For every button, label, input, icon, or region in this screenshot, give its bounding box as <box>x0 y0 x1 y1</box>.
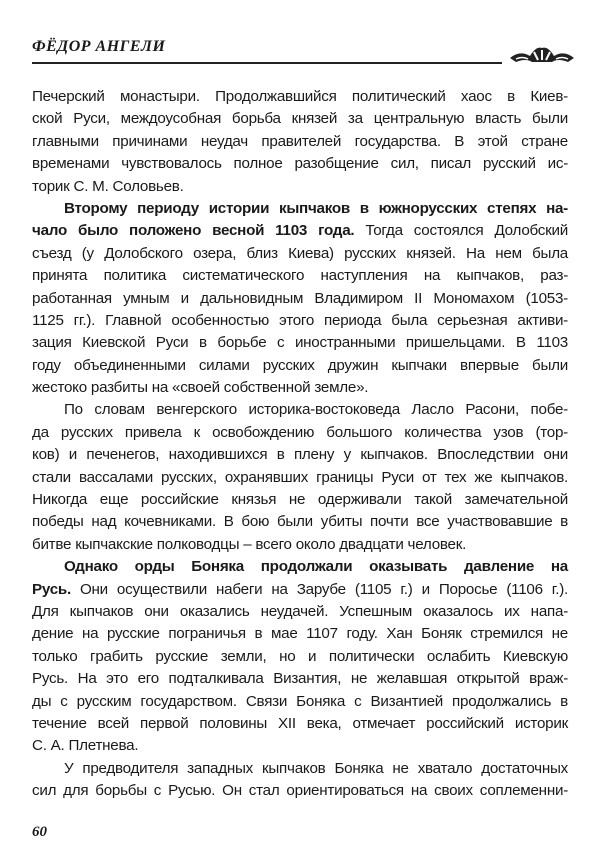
text-segment: съезд (у Долобского озера, близ Киева) русских князей. На нем была <box>32 244 568 262</box>
text-segment: стали вассалами русских, охранявших границы Руси от тех же кыпчаков. <box>32 468 568 486</box>
text-segment: зация Киевской Руси в борьбе с иностранными пришельцами. В 1103 <box>32 334 568 352</box>
text-line <box>32 288 568 310</box>
body-text <box>32 86 568 803</box>
text-segment: временами чувствовалось полное разобщение сил, писал русский ис- <box>32 155 568 173</box>
text-line <box>32 377 568 399</box>
text-segment: торик С. М. Соловьев. <box>32 177 184 195</box>
bold-text: Русь. <box>32 580 71 598</box>
text-segment: Никогда еще российские князья не одерживали такой замечательной <box>32 491 568 509</box>
text-line <box>32 623 568 645</box>
bold-text: Однако орды Боняка продолжали оказывать давление на <box>64 558 568 576</box>
text-segment: году объединенными силами русских дружин кыпчаки впервые были <box>32 356 568 374</box>
text-segment: дение на русские пограничья в мае 1107 году. Хан Боняк стремился не <box>32 625 568 643</box>
bold-text: Второму периоду истории кыпчаков в южнорусских степях на- <box>64 199 568 217</box>
text-line <box>32 780 568 802</box>
text-segment: сил для борьбы с Русью. Он стал ориентироваться на своих соплеменни- <box>32 782 568 800</box>
text-line <box>32 131 568 153</box>
text-line <box>32 713 568 735</box>
text-line <box>32 511 568 533</box>
text-segment: Печерский монастыри. Продолжавшийся политический хаос в Киев- <box>32 88 568 105</box>
text-line <box>32 198 568 220</box>
text-line <box>32 399 568 421</box>
text-segment: главными причинами неудач правителей государства. В этой стране <box>32 132 568 150</box>
page-number: 60 <box>32 824 47 840</box>
text-segment: ды с русским государством. Связи Боняка с Византией продолжались в <box>32 692 568 710</box>
text-segment: только грабить русские земли, но и политически ослабить Киевскую <box>32 647 568 665</box>
text-segment: принята политика систематического наступления на кыпчаков, раз- <box>32 267 568 285</box>
text-segment: да русских привела к освобождению большого количества узов (тор- <box>32 423 568 441</box>
text-segment: По словам венгерского историка-востоковеда Ласло Расони, побе- <box>64 401 568 419</box>
text-line <box>32 444 568 466</box>
running-header <box>32 38 502 64</box>
text-line <box>32 579 568 601</box>
text-line <box>32 265 568 287</box>
text-line <box>32 467 568 489</box>
ornament-icon <box>508 44 576 66</box>
text-segment: Тогда состоялся Долобский <box>354 222 568 240</box>
text-line <box>32 691 568 713</box>
text-segment: Для кыпчаков они оказались неудачей. Успешным оказалось их напа- <box>32 602 568 620</box>
text-line <box>32 489 568 511</box>
text-segment: Они осуществили набеги на Зарубе (1105 г.) и Поросье (1106 г.). <box>70 580 568 598</box>
text-line <box>32 176 568 198</box>
text-line <box>32 86 568 108</box>
text-line <box>32 735 568 757</box>
text-segment: течение всей первой половины XII века, отмечает российский историк <box>32 714 568 732</box>
text-line <box>32 646 568 668</box>
text-segment: С. А. Плетнева. <box>32 737 139 755</box>
text-segment: победы над кочевниками. В бою были убиты почти все участвовавшие в <box>32 513 568 531</box>
text-segment: Русь. На это его подталкивала Византия, не желавшая открытой враж- <box>32 670 568 688</box>
text-line <box>32 758 568 780</box>
text-line <box>32 601 568 623</box>
text-line <box>32 332 568 354</box>
text-line <box>32 668 568 690</box>
text-segment: 1125 гг.). Главной особенностью этого периода была серьезная активи- <box>32 311 568 329</box>
text-line <box>32 220 568 242</box>
text-line <box>32 355 568 377</box>
text-segment: ской Руси, междоусобная борьба князей за центральную власть были <box>32 110 568 128</box>
author-name: ФЁДОР АНГЕЛИ <box>32 38 166 55</box>
bold-text: чало было положено весной 1103 года. <box>32 222 355 240</box>
text-segment: жестоко разбиты на «своей собственной земле». <box>32 379 369 397</box>
text-segment: У предводителя западных кыпчаков Боняка не хватало достаточных <box>64 759 568 777</box>
text-line <box>32 310 568 332</box>
text-line <box>32 556 568 578</box>
text-segment: битве кыпчакские полководцы – всего около двадцати человек. <box>32 535 467 553</box>
text-line <box>32 243 568 265</box>
text-segment: работанная умным и дальновидным Владимиром II Мономахом (1053- <box>32 289 568 307</box>
text-line <box>32 153 568 175</box>
text-line <box>32 422 568 444</box>
text-line <box>32 108 568 130</box>
text-segment: ков) и печенегов, находившихся в плену у кыпчаков. Впоследствии они <box>32 446 568 464</box>
text-line <box>32 534 568 556</box>
